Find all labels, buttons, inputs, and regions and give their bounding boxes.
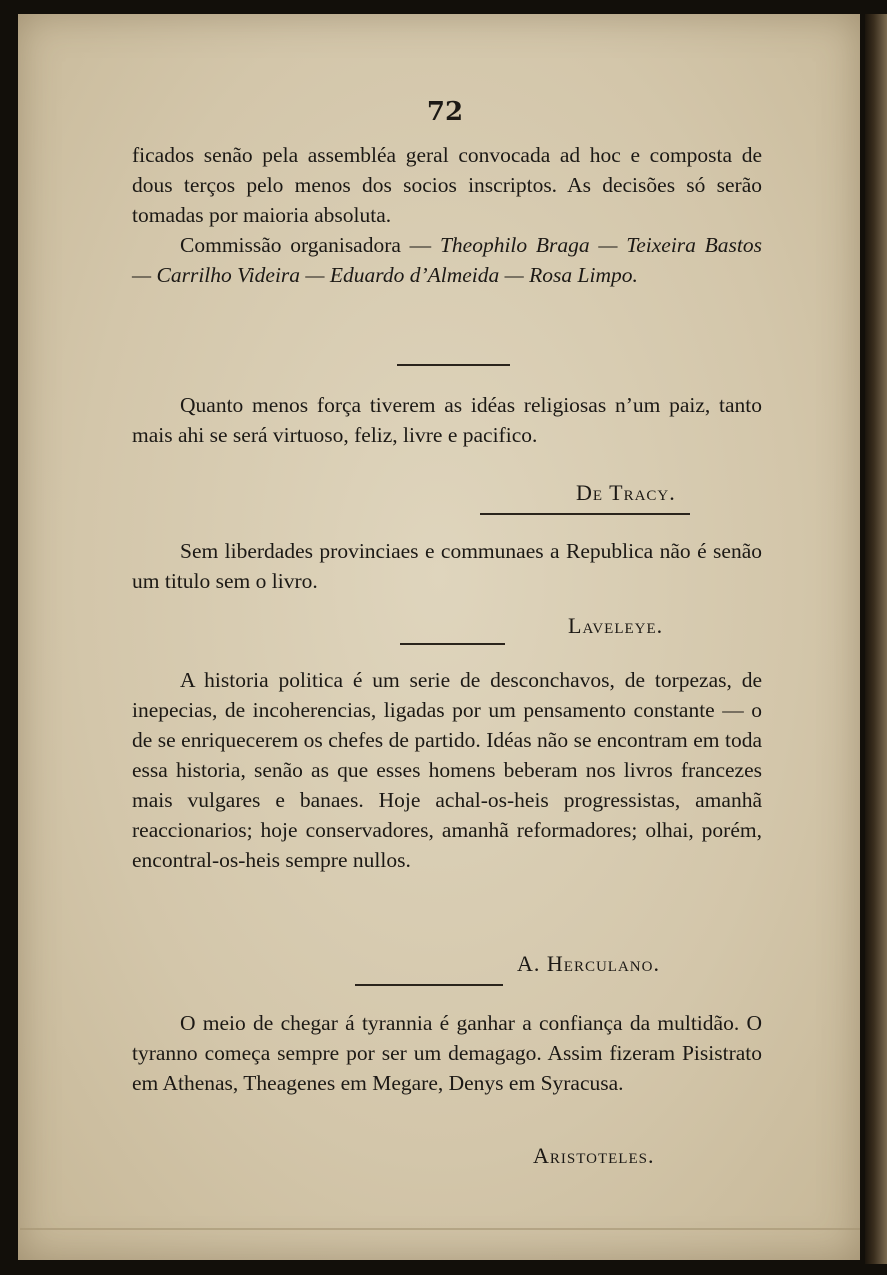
section-divider xyxy=(355,984,503,986)
quote-tracy xyxy=(132,390,762,450)
commission-members: Theophilo Braga — Teixeira Bastos — Carrilho Videira — Eduardo d’Almeida — Rosa Limpo. xyxy=(132,233,762,287)
statute-paragraph: ficados senão pela assembléa geral convocada ad hoc e composta de dous terços pelo menos dos socios inscriptos. As decisões só serão tomadas por maioria absoluta. xyxy=(132,143,762,227)
page-edge-shadow xyxy=(865,14,887,1264)
quote-laveleye-author: Laveleye. xyxy=(568,613,664,638)
quote-herculano-author: A. Herculano. xyxy=(517,951,660,976)
quote-aristoteles xyxy=(132,1008,762,1098)
quote-herculano-text: A historia politica é um serie de desconchavos, de torpezas, de inepecias, de incoherencias, ligadas por um pensamento constante — o de se enriquecerem os chefes de partido. Idéas não se encontram em toda essa historia, senão as que esses homens beberam nos livros francezes mais vulgares e banaes. Hoje achal-os-heis progressistas, amanhã reaccionarios; hoje conservadores, amanhã reformadores; olhai, porém, encontral-os-heis sempre nullos. xyxy=(132,668,762,872)
quote-aristoteles-author: Aristoteles. xyxy=(533,1143,655,1168)
commission-label: Commissão organisadora — xyxy=(180,233,440,257)
page-number: 72 xyxy=(426,97,464,127)
quote-laveleye xyxy=(132,536,762,596)
quote-herculano xyxy=(132,665,762,875)
quote-tracy-author: De Tracy. xyxy=(576,480,676,505)
statute-text-block xyxy=(132,140,762,290)
commission-paragraph xyxy=(132,230,762,290)
quote-laveleye-text: Sem liberdades provinciaes e communaes a Republica não é senão um titulo sem o livro. xyxy=(132,539,762,593)
section-divider xyxy=(400,643,505,645)
section-divider xyxy=(397,364,510,366)
quote-tracy-text: Quanto menos força tiverem as idéas religiosas n’um paiz, tanto mais ahi se será virtuoso, feliz, livre e pacifico. xyxy=(132,393,762,447)
quote-aristoteles-text: O meio de chegar á tyrannia é ganhar a confiança da multidão. O tyranno começa sempre por ser um demagago. Assim fizeram Pisistrato em Athenas, Theagenes em Megare, Denys em Syracusa. xyxy=(132,1011,762,1095)
page-fold-line xyxy=(20,1228,860,1230)
section-divider xyxy=(480,513,690,515)
